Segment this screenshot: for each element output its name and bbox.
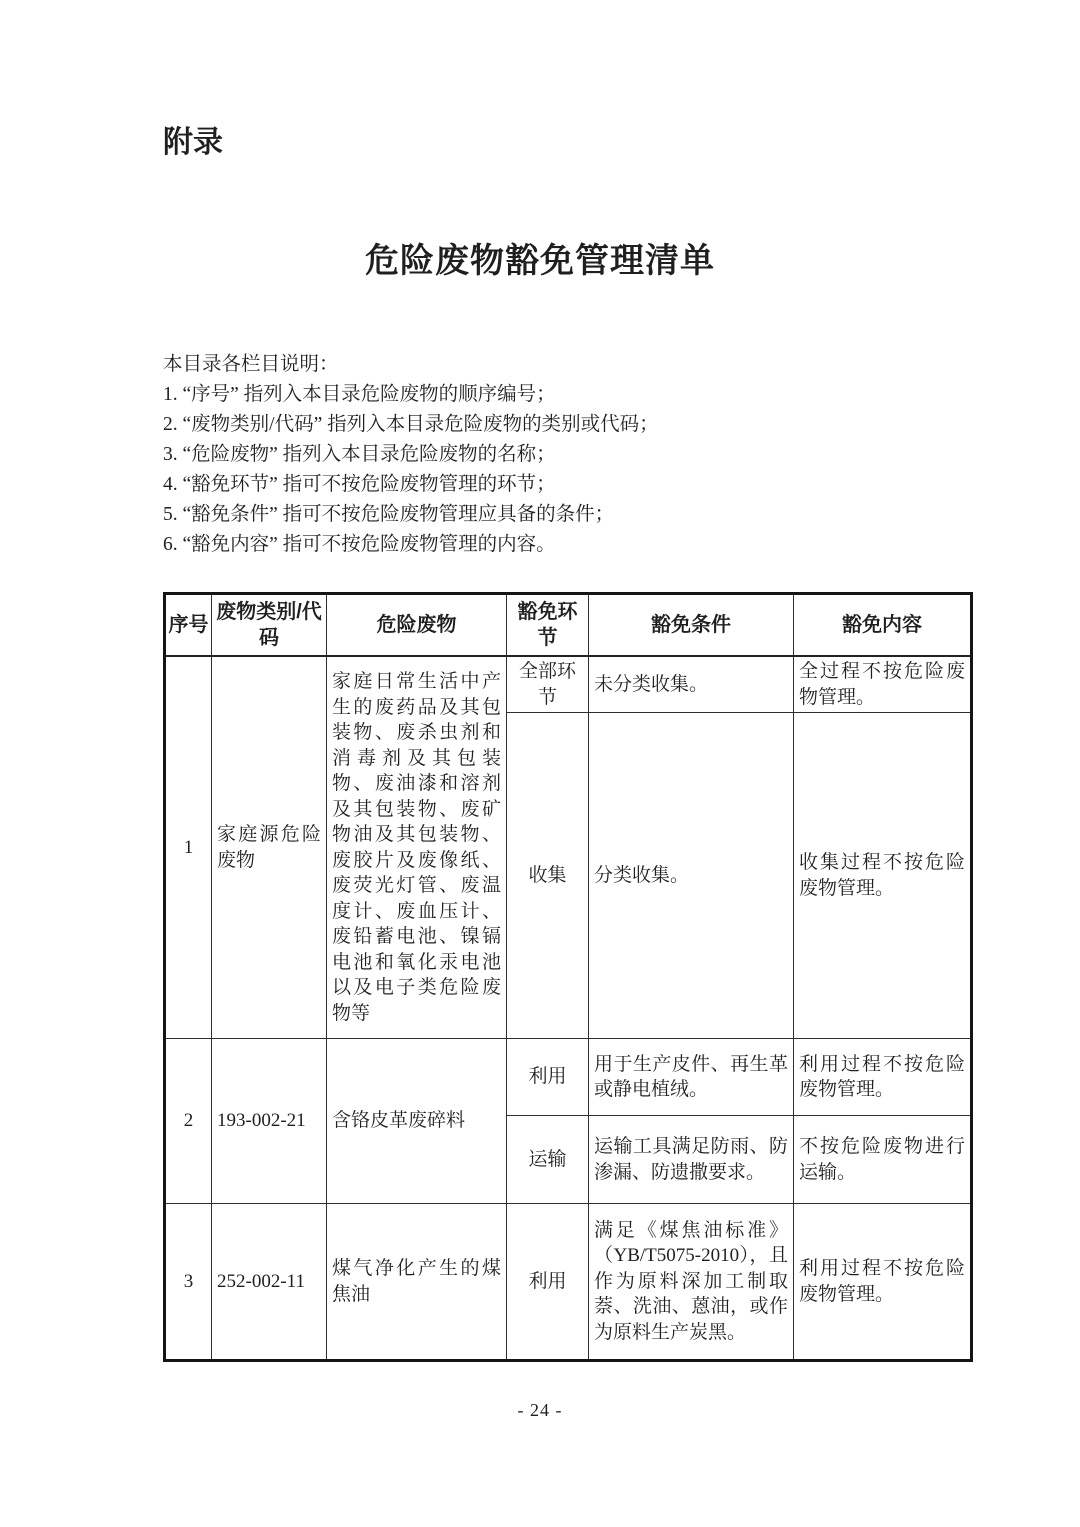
header-cell-waste-name: 危险废物 <box>327 594 507 657</box>
header-cell-stage: 豁免环节 <box>507 594 589 657</box>
category-code-cell: 193-002-21 <box>212 1039 327 1204</box>
notes-intro: 本目录各栏目说明： <box>163 354 339 375</box>
note-item: 4. “豁免环节” 指可不按危险废物管理的环节； <box>163 474 556 495</box>
header-cell-condition: 豁免条件 <box>589 594 794 657</box>
waste-name-cell: 家庭日常生活中产生的废药品及其包装物、废杀虫剂和消毒剂及其包装物、废油漆和溶剂及其包装物、废矿物油及其包装物、废胶片及废像纸、废荧光灯管、废温度计、废血压计、废铅蓄电池、镍镉电池和氧化汞电池以及电子类危险废物等 <box>327 656 507 1039</box>
content-cell: 利用过程不按危险废物管理。 <box>794 1204 972 1361</box>
header-cell-content: 豁免内容 <box>794 594 972 657</box>
condition-cell: 用于生产皮件、再生革或静电植绒。 <box>589 1039 794 1116</box>
condition-cell: 未分类收集。 <box>589 656 794 713</box>
note-item: 6. “豁免内容” 指可不按危险废物管理的内容。 <box>163 534 556 555</box>
note-item: 2. “废物类别/代码” 指列入本目录危险废物的类别或代码； <box>163 414 659 435</box>
exemption-table-container <box>163 592 973 1362</box>
condition-cell: 满足《煤焦油标准》（YB/T5075-2010），且作为原料深加工制取萘、洗油、蒽油，或作为原料生产炭黑。 <box>589 1204 794 1361</box>
note-item: 3. “危险废物” 指列入本目录危险废物的名称； <box>163 444 556 465</box>
table-row <box>165 1204 972 1361</box>
table-header-row <box>165 594 972 657</box>
stage-cell: 全部环节 <box>507 656 589 713</box>
table-row <box>165 1039 972 1116</box>
serial-cell: 2 <box>165 1039 212 1204</box>
serial-cell: 3 <box>165 1204 212 1361</box>
category-code-cell: 252-002-11 <box>212 1204 327 1361</box>
page-number: - 24 - <box>517 1400 563 1420</box>
page-title: 危险废物豁免管理清单 <box>365 242 715 280</box>
column-notes <box>163 350 943 560</box>
category-code-cell: 家庭源危险废物 <box>212 656 327 1039</box>
stage-cell: 收集 <box>507 713 589 1039</box>
header-cell-serial: 序号 <box>165 594 212 657</box>
stage-cell: 利用 <box>507 1039 589 1116</box>
content-cell: 全过程不按危险废物管理。 <box>794 656 972 713</box>
stage-cell: 利用 <box>507 1204 589 1361</box>
content-cell: 利用过程不按危险废物管理。 <box>794 1039 972 1116</box>
content-cell: 不按危险废物进行运输。 <box>794 1116 972 1204</box>
appendix-label: 附录 <box>163 126 223 159</box>
waste-name-cell: 含铬皮革废碎料 <box>327 1039 507 1204</box>
note-item: 1. “序号” 指列入本目录危险废物的顺序编号； <box>163 384 556 405</box>
header-cell-category-code: 废物类别/代码 <box>212 594 327 657</box>
condition-cell: 运输工具满足防雨、防渗漏、防遗撒要求。 <box>589 1116 794 1204</box>
serial-cell: 1 <box>165 656 212 1039</box>
condition-cell: 分类收集。 <box>589 713 794 1039</box>
exemption-table <box>163 592 973 1362</box>
waste-name-cell: 煤气净化产生的煤焦油 <box>327 1204 507 1361</box>
stage-cell: 运输 <box>507 1116 589 1204</box>
note-item: 5. “豁免条件” 指可不按危险废物管理应具备的条件； <box>163 504 615 525</box>
table-row <box>165 656 972 713</box>
content-cell: 收集过程不按危险废物管理。 <box>794 713 972 1039</box>
